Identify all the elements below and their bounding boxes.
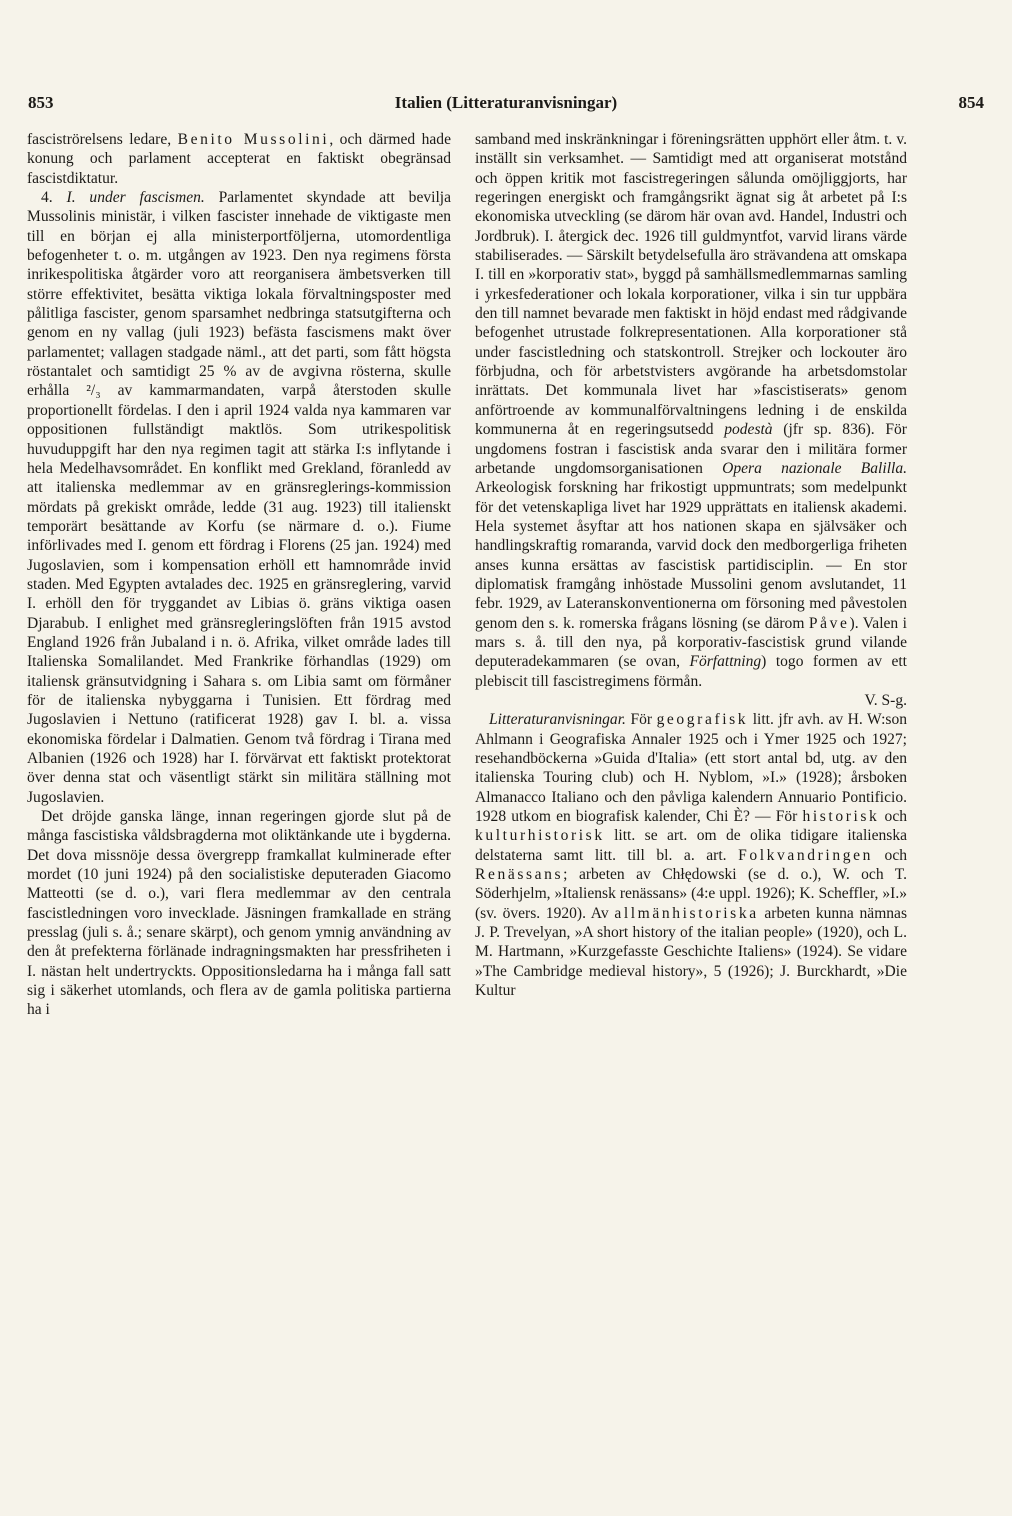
right-column (475, 130, 907, 1000)
spaced-term: Folkvandringen (738, 846, 873, 864)
text-run: litt. jfr avh. av H. W:son Ahlmann i Geografiska Annaler 1925 och i Ymer 1925 och 1927; resehandböckerna »Guida d'Italia» (ett stort antal bd, utg. av den italienska Touring club) och H. Nyblom, »I.» (1928); årsboken Almanacco Italiano och den påvliga kalendern Annuario Pontificio. 1928 utkom en biografisk kalender, Chi È? — För (475, 711, 907, 826)
text-run: ) togo formen av ett plebiscit till fascistregimens förmån. (475, 653, 907, 690)
text-run: ). Valen i mars s. å. till den nya, på korporativ-fascistisk grund vilande deputeradekammaren (se ovan, (475, 614, 907, 671)
page-number-right: 854 (958, 93, 984, 112)
text-run: ; arbeten av Chłędowski (se d. o.), W. och T. Söderhjelm, »Italiensk renässans» (4:e uppl. 1926); K. Scheffler, »I.» (sv. övers. 1920). Av (475, 866, 907, 922)
text-run: fasciströrelsens ledare, (27, 131, 178, 148)
text-run: samband med inskränkningar i föreningsrätten upphört eller åtm. t. v. inställt sin verksamhet. — Samtidigt med att organiserat motstånd och öppen kritik mot fascistregeringen sålunda omöjliggjorts, har regeringen energiskt och framgångsrikt ägnat sig åt arbetet på I:s ekonomiska utveckling (se därom här ovan avd. Handel, Industri och Jordbruk). I. återgick dec. 1926 till guldmyntfot, varvid lirans värde stabiliserades. — Särskilt betydelsefulla äro strävandena att omskapa I. till en »korporativ stat», byggd på samhällsmedlemmarnas samling i yrkesfederationer och lokala korporationer, vilka i sin tur uppbära den till namnet bevarade men faktiskt in höjd endast med rådgivande befogenhet utrustade folkrepresentationen. Alla korporationer stå under fascistledning och statskontroll. Strejker och lockouter äro förbjudna, och för arbetstvisters avgörande ha arbetsdomstolar inrättats. Det kommunala livet har »fascistiserats» genom anförtroende av kommunalförvaltningens ledning i de enskilda kommunerna åt en regeringsutsedd (475, 131, 907, 439)
spaced-name: Benito Mussolini (177, 131, 330, 148)
text-run: För (625, 711, 657, 729)
spaced-term: kulturhistorisk (475, 827, 605, 845)
running-title: Italien (Litteraturanvisningar) (394, 93, 618, 112)
text-run: (jfr sp. 836). För ungdomens fostran i fascistisk anda svarar den i militära former arbetande ungdomsorganisationen (475, 421, 907, 477)
left-column (27, 130, 451, 1020)
italic-term: podestà (724, 421, 773, 439)
italic-term: Författning (689, 653, 762, 671)
spaced-term: Renässans (475, 866, 564, 884)
section-number: 4. (41, 189, 67, 207)
section-heading: I. under fascismen. (66, 189, 205, 207)
spaced-term: allmänhistoriska (614, 904, 759, 922)
page-number-left: 853 (28, 93, 54, 112)
text-run: Arkeologisk forskning har frikostigt uppmuntrats; som medelpunkt för det vetenskapliga livet har 1929 upprättats en italiensk akademi. Hela systemet åsyftar att hos nationen skapa en självsäker och handlingskraftig romaranda, varvid dock den medborgerliga friheten anses kunna ersättas av fascistisk partidisciplin. — En stor diplomatisk framgång inhöstade Mussolini genom avslutandet, 11 febr. 1929, av Lateranskonventionerna om försoning med påvestolen genom den s. k. romerska frågans lösning (se därom (475, 479, 907, 632)
italic-term: Opera nazionale Balilla. (722, 459, 907, 477)
paragraph (475, 130, 907, 710)
text-run: arbeten kunna nämnas J. P. Trevelyan, »A short history of the italian people» (1920), och L. M. Hartmann, »Kurzgefasste Geschichte Italiens» (1924). Se vidare »The Cambridge medieval history», 5 (1926); J. Burckhardt, »Die Kultur (475, 904, 908, 1000)
spaced-term: historisk (802, 808, 880, 826)
text-run: , och därmed hade konung och parlament accepterat en faktiskt obegränsad fascistdiktatur. (27, 131, 451, 187)
section-heading: Litteraturanvisningar. (489, 711, 626, 729)
spaced-term: Påve (808, 614, 850, 632)
text-run: och (879, 808, 907, 826)
paragraph (27, 188, 451, 807)
text-run: och (872, 846, 907, 864)
paragraph (475, 710, 907, 1000)
text-run: Parlamentet skyndade att bevilja Mussolinis ministär, i vilken fascister innehade de viktigaste men till en början ej alla ministerportföljerna, utomordentliga befogenheter t. o. m. utgången av 1923. Den nya regimens första inrikespolitiska åtgärder voro att reorganisera ämbetsverken till större effektivitet, besätta viktiga lokala förvaltningsposter med pålitliga fascister, genom sparsamhet nedbringa statsutgifterna och genom en ny vallag (juli 1923) befästa fascismens makt över parlamentet; vallagen stadgade näml., att det parti, som fått högsta röstantalet och samtidigt 25 % av de avgivna rösterna, skulle erhålla ²/₃ av kammarmandaten, varpå återstoden skulle proportionellt fördelas. I den i april 1924 valda nya kammaren var oppositionen fullständigt maktlös. Som utrikespolitisk huvuduppgift har den nya regimen tagit att stärka I:s inflytande i hela Medelhavsområdet. En konflikt med Grekland, föranledd av att italienska medlemmar av en gränsreglerings-kommission mördats på grekiskt område, ledde (31 aug. 1923) till italienskt temporärt besättande av Korfu (se närmare d. o.). Fiume införlivades med I. genom ett fördrag i Florens (25 jan. 1924) med Jugoslavien, som i kompensation erhöll ett hamnområde invid staden. Med Egypten avtalades dec. 1925 en gränsreglering, varvid I. erhöll den för tryggandet av Libias ö. gräns viktiga oasen Djarabub. I enlighet med gränsregleringslöften från 1915 avstod England 1926 från Jubaland i n. ö. Afrika, vilket område lades till Italienska Somalilandet. Med Frankrike förhandlas (1929) om italiensk gränsutvidgning i Sahara s. om Libia samt om förmåner för de italienska nybyggarna i Tunisien. Ett fördrag med Jugoslavien i Nettuno (ratificerat 1928) gav I. bl. a. vissa ekonomiska fördelar i Dalmatien. Genom två fördrag i Tirana med Albanien (1926 och 1928) har I. förvärvat ett faktiskt protektorat över denna stat och väsentligt stärkt sin militära ställning mot Jugoslavien. (27, 189, 451, 806)
paragraph (27, 130, 451, 188)
page-header (28, 93, 984, 119)
spaced-term: geografisk (656, 711, 749, 729)
text-run: litt. se art. om de olika tidigare italienska delstaterna samt litt. till bl. a. art. (475, 827, 907, 864)
paragraph: Det dröjde ganska länge, innan regeringen gjorde slut på de många fascistiska våldsbragderna mot oliktänkande ute i bygderna. Det dova missnöje dessa övergrepp framkallat kulminerade efter mordet (10 juni 1924) på den socialistiske deputeraden Giacomo Matteotti (se d. o.), vari flera medlemmar av den centrala fascistledningen voro invecklade. Jäsningen framkallade en sträng presslag (juli s. å.; senare skärpt), och genom ymnig användning av den åt prefekterna förlänade indragningsmakten har pressfriheten i I. nästan helt undertryckts. Oppositionsledarna ha i många fall satt sig i säkerhet utomlands, och flera av de gamla politiska partierna ha i (27, 808, 451, 1019)
author-signature: V. S-g. (864, 691, 907, 709)
